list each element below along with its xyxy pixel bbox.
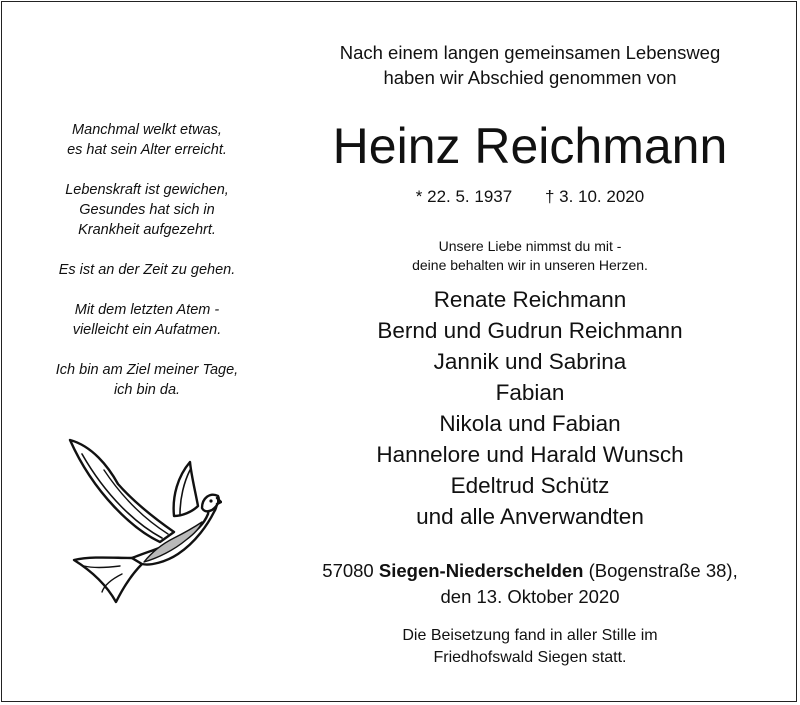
poem-line: ich bin da. [113, 382, 181, 398]
intro-line: Nach einem langen gemeinsamen Lebensweg [339, 42, 721, 63]
poem-line: es hat sein Alter erreicht. [67, 142, 227, 158]
town: Siegen-Niederschelden [378, 560, 584, 581]
poem-line: Es ist an der Zeit zu gehen. [58, 262, 236, 278]
quote-line: Unsere Liebe nimmst du mit - [438, 238, 622, 254]
poem-stanza [12, 120, 282, 160]
notice-date: den 13. Oktober 2020 [440, 586, 620, 607]
mourner-entry: Fabian [495, 380, 565, 405]
deceased-name: Heinz Reichmann [332, 118, 728, 174]
mourner-entry: Hannelore und Harald Wunsch [376, 442, 684, 467]
address-block [282, 558, 778, 610]
mourner-entry: Edeltrud Schütz [450, 473, 610, 498]
poem-line: Lebenskraft ist gewichen, [65, 182, 229, 198]
poem-line: Mit dem letzten Atem - [74, 302, 220, 318]
postcode: 57080 [322, 560, 374, 581]
mourner-entry: Nikola und Fabian [439, 411, 621, 436]
poem-line: vielleicht ein Aufatmen. [72, 322, 222, 338]
poem-line: Gesundes hat sich in [79, 202, 215, 218]
obituary-notice [1, 1, 797, 702]
poem-line: Manchmal welkt etwas, [72, 122, 222, 138]
poem-line: Krankheit aufgezehrt. [78, 222, 216, 238]
poem-stanza [12, 260, 282, 280]
death-date: † 3. 10. 2020 [544, 187, 645, 206]
life-dates [282, 185, 778, 209]
poem-stanza [12, 180, 282, 240]
street: (Bogenstraße 38), [588, 560, 738, 581]
poem-stanza [12, 360, 282, 400]
mourner-entry: Jannik und Sabrina [433, 349, 627, 374]
address-line [282, 558, 778, 584]
intro-text [282, 40, 778, 90]
intro-line: haben wir Abschied genommen von [383, 67, 677, 88]
memorial-quote [282, 237, 778, 275]
poem-line: Ich bin am Ziel meiner Tage, [55, 362, 239, 378]
mourner-entry: und alle Anverwandten [416, 504, 644, 529]
poem-stanza [12, 300, 282, 340]
poem [12, 120, 282, 420]
mourners-list [282, 284, 778, 532]
quote-line: deine behalten wir in unseren Herzen. [412, 257, 648, 273]
mourner-entry: Bernd und Gudrun Reichmann [377, 318, 683, 343]
birth-date: * 22. 5. 1937 [415, 187, 513, 206]
mourner-entry: Renate Reichmann [433, 287, 627, 312]
burial-note [282, 625, 778, 669]
dove-icon [62, 434, 222, 606]
burial-line: Die Beisetzung fand in aller Stille im [402, 627, 658, 644]
burial-line: Friedhofswald Siegen statt. [433, 649, 627, 666]
